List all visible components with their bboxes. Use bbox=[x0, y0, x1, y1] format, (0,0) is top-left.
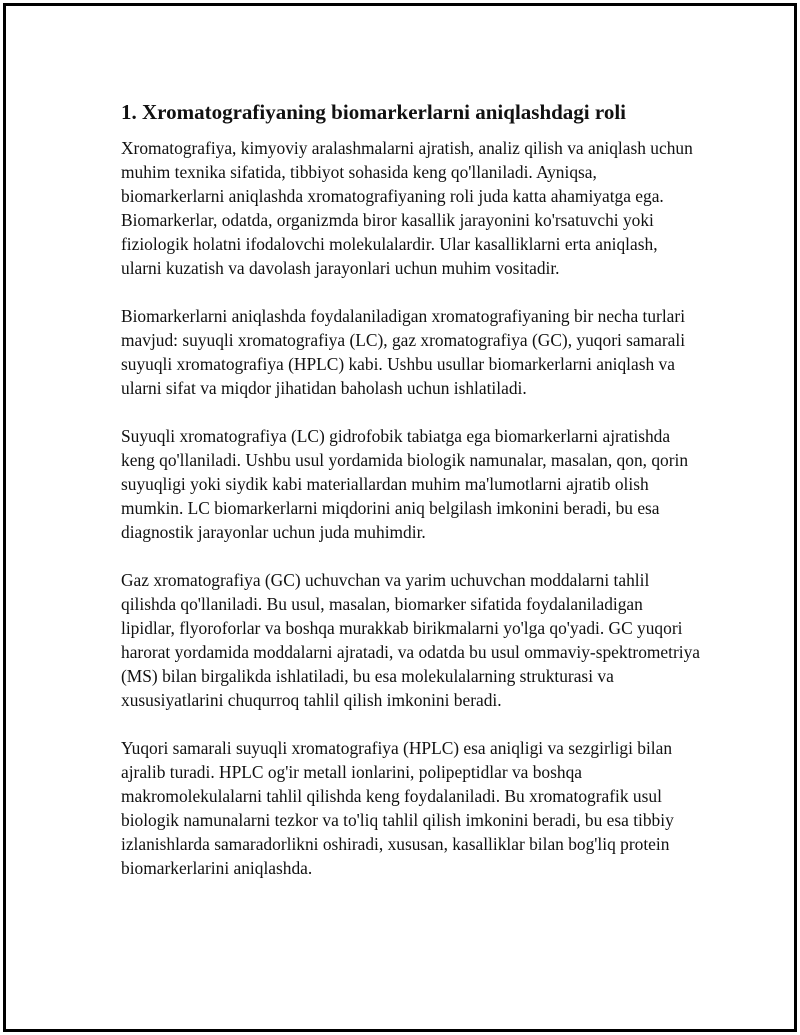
paragraph-hplc: Yuqori samarali suyuqli xromatografiya (HPLC) esa aniqligi va sezgirligi bilan ajralib turadi. HPLC og'ir metall ionlarini, polipeptidlar va boshqa makromolekulalarni tahlil qilishda keng foydalaniladi. Bu xromatografik usul biologik namunalarni tezkor va to'liq tahlil qilish imkonini beradi, bu esa tibbiy izlanishlarda samaradorlikni oshiradi, xususan, kasalliklar bilan bog'liq protein biomarkerlarini aniqlashda. bbox=[121, 738, 674, 878]
paragraph-liquid-chromatography: Suyuqli xromatografiya (LC) gidrofobik tabiatga ega biomarkerlarni ajratishda keng qo'llaniladi. Ushbu usul yordamida biologik namunalar, masalan, qon, qorin suyuqligi yoki siydik kabi materiallardan muhim ma'lumotlarni ajratib olish mumkin. LC biomarkerlarni miqdorini aniq belgilash imkonini beradi, bu esa diagnostik jarayonlar uchun juda muhimdir. bbox=[121, 426, 689, 542]
section-title: 1. Xromatografiyaning biomarkerlarni aniqlashdagi roli bbox=[121, 100, 627, 124]
paragraph-intro: Xromatografiya, kimyoviy aralashmalarni ajratish, analiz qilish va aniqlash uchun muhim texnika sifatida, tibbiyot sohasida keng qo'llaniladi. Ayniqsa, biomarkerlarni aniqlashda xromatografiyaning roli juda katta ahamiyatga ega. Biomarkerlar, odatda, organizmda biror kasallik jarayonini ko'rsatuvchi yoki fiziologik holatni ifodalovchi molekulalardir. Ular kasalliklarni erta aniqlash, ularni kuzatish va davolash jarayonlari uchun muhim vositadir. bbox=[121, 138, 693, 278]
paragraph-chromatography-types: Biomarkerlarni aniqlashda foydalaniladigan xromatografiyaning bir necha turlari mavjud: suyuqli xromatografiya (LC), gaz xromatografiya (GC), yuqori samarali suyuqli xromatografiya (HPLC) kabi. Ushbu usullar biomarkerlarni aniqlash va ularni sifat va miqdor jihatidan baholash uchun ishlatiladi. bbox=[121, 306, 686, 398]
page-frame bbox=[3, 3, 797, 1032]
paragraph-gas-chromatography: Gaz xromatografiya (GC) uchuvchan va yarim uchuvchan moddalarni tahlil qilishda qo'llaniladi. Bu usul, masalan, biomarker sifatida foydalaniladigan lipidlar, flyoroforlar va boshqa murakkab birikmalarni yo'lga qo'yadi. GC yuqori harorat yordamida moddalarni ajratadi, va odatda bu usul ommaviy-spektrometriya (MS) bilan birgalikda ishlatiladi, bu esa molekulalarning strukturasi va xususiyatlarini chuqurroq tahlil qilish imkonini beradi. bbox=[121, 570, 701, 710]
document-body bbox=[121, 98, 701, 904]
